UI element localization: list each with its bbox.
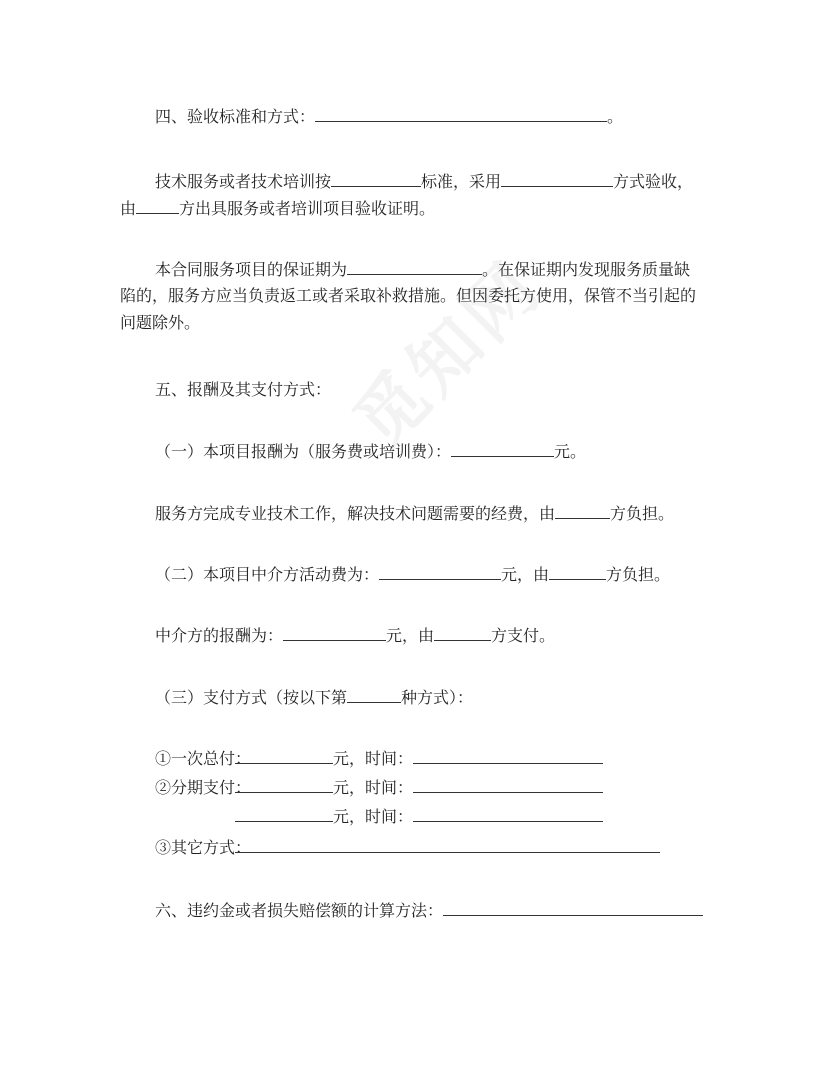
text: ③其它方式： <box>155 838 252 857</box>
text: 由 <box>120 199 137 218</box>
item-1-note <box>155 502 674 524</box>
text: 服务方完成专业技术工作，解决技术问题需要的经费，由 <box>155 504 556 523</box>
item-2-note <box>155 624 555 646</box>
text: 。在保证期内发现服务质量缺 <box>482 260 691 279</box>
paragraph-line: 问题除外。 <box>120 313 201 332</box>
text: 六、违约金或者损失赔偿额的计算方法： <box>155 901 444 920</box>
paragraph-line: 陷的，服务方应当负责返工或者采取补救措施。但因委托方使用，保管不当引起的 <box>120 286 697 305</box>
blank-field[interactable] <box>347 686 401 703</box>
section-4-heading <box>155 105 623 127</box>
blank-field[interactable] <box>136 197 179 214</box>
blank-field[interactable] <box>315 105 607 122</box>
text: ①一次总付： <box>155 749 252 768</box>
text: 中介方的报酬为： <box>155 626 284 645</box>
blank-field[interactable] <box>451 440 554 457</box>
item-2 <box>155 563 670 585</box>
blank-field[interactable] <box>555 502 610 519</box>
item-3 <box>155 686 473 708</box>
text: （二）本项目中介方活动费为： <box>155 565 380 584</box>
text: 标准，采用 <box>421 172 502 191</box>
text: 元。 <box>554 442 587 461</box>
text: （三）支付方式（按以下第 <box>155 688 348 707</box>
text: 方出具服务或者培训项目验收证明。 <box>179 199 436 218</box>
paragraph <box>155 170 693 192</box>
text: 元，由 <box>501 565 550 584</box>
text: 。 <box>607 107 624 126</box>
pay-once <box>155 747 603 769</box>
blank-field[interactable] <box>549 563 606 580</box>
text: （一）本项目报酬为（服务费或培训费）： <box>155 442 452 461</box>
pay-other <box>155 836 660 858</box>
text: 本合同服务项目的保证期为 <box>155 260 348 279</box>
section-5-heading: 五、报酬及其支付方式： <box>155 380 332 399</box>
text: 方支付。 <box>491 626 556 645</box>
text: 元，由 <box>386 626 435 645</box>
paragraph-line <box>120 197 435 219</box>
text: 方式验收， <box>613 172 694 191</box>
text: 方负担。 <box>610 504 675 523</box>
text: 元，时间： <box>333 749 414 768</box>
blank-field[interactable] <box>347 258 482 275</box>
item-1 <box>155 440 586 462</box>
label: 四、验收标准和方式： <box>155 107 316 126</box>
amount-field[interactable] <box>235 805 333 822</box>
blank-field[interactable] <box>283 624 386 641</box>
section-6-heading <box>155 899 703 921</box>
text: 元，时间： <box>333 778 414 797</box>
amount-field[interactable] <box>235 747 333 764</box>
pay-installment <box>155 776 603 798</box>
text: 方负担。 <box>606 565 671 584</box>
blank-field[interactable] <box>331 170 421 187</box>
text: 技术服务或者技术培训按 <box>155 172 332 191</box>
time-field[interactable] <box>413 747 603 764</box>
blank-field[interactable] <box>501 170 613 187</box>
time-field[interactable] <box>413 805 603 822</box>
paragraph <box>155 258 690 280</box>
amount-field[interactable] <box>235 776 333 793</box>
blank-field[interactable] <box>443 899 703 916</box>
blank-field[interactable] <box>235 836 660 853</box>
blank-field[interactable] <box>379 563 501 580</box>
time-field[interactable] <box>413 776 603 793</box>
blank-field[interactable] <box>434 624 491 641</box>
text: 种方式）： <box>401 688 474 707</box>
text: 元，时间： <box>333 807 414 826</box>
text: ②分期支付： <box>155 778 252 797</box>
pay-installment-2 <box>235 805 603 827</box>
